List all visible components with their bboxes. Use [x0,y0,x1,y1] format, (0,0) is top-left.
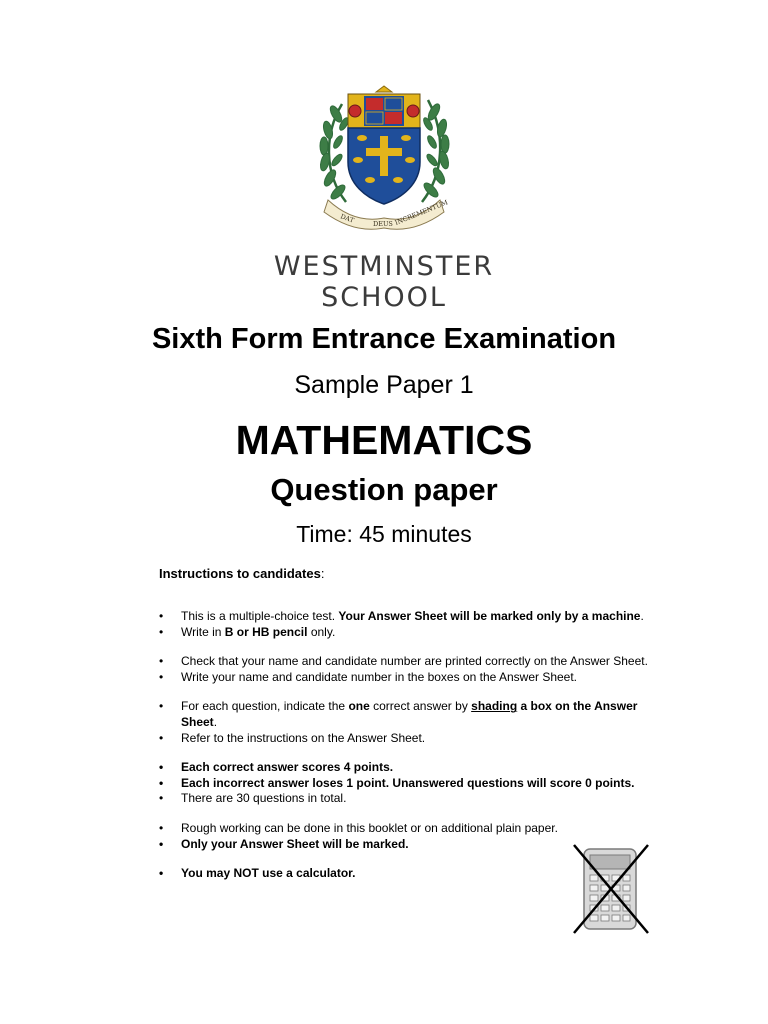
list-item: • Each incorrect answer loses 1 point. Unanswered questions will score 0 points. [159,776,659,792]
westminster-crest-logo [304,84,464,230]
instructions-list [159,609,659,882]
subject-title: MATHEMATICS [235,417,533,463]
list-item: • Each correct answer scores 4 points. [159,760,659,776]
school-name-line2: SCHOOL [321,282,447,313]
motto-word: DEUS [373,220,393,228]
list-item: • Rough working can be done in this booklet or on additional plain paper. [159,821,659,837]
paper-number: Sample Paper 1 [294,371,474,399]
crossed-out-calculator-icon [572,843,650,935]
school-name-line1: WESTMINSTER [273,251,495,282]
paper-type: Question paper [270,472,498,507]
list-item: • You may NOT use a calculator. [159,866,659,882]
list-item: • Write in B or HB pencil only. [159,625,659,641]
exam-title: Sixth Form Entrance Examination [151,323,617,355]
list-item: • For each question, indicate the one correct answer by shading a box on the Answer Sheet. [159,699,659,730]
palm-right-icon [422,100,450,202]
list-item: • Write your name and candidate number in the boxes on the Answer Sheet. [159,670,659,686]
motto-word: DAT [339,212,356,225]
list-item: • Check that your name and candidate number are printed correctly on the Answer Sheet. [159,654,659,670]
list-item: • There are 30 questions in total. [159,791,659,807]
instructions-heading: Instructions to candidates: [159,566,325,581]
motto-word: INCREMENTUM [393,198,450,227]
laurel-left-icon [319,104,350,202]
list-item: • Only your Answer Sheet will be marked. [159,837,659,853]
list-item: • This is a multiple-choice test. Your Answer Sheet will be marked only by a machine. [159,609,659,625]
time-allowed: Time: 45 minutes [296,521,472,547]
list-item: • Refer to the instructions on the Answer Sheet. [159,731,659,747]
